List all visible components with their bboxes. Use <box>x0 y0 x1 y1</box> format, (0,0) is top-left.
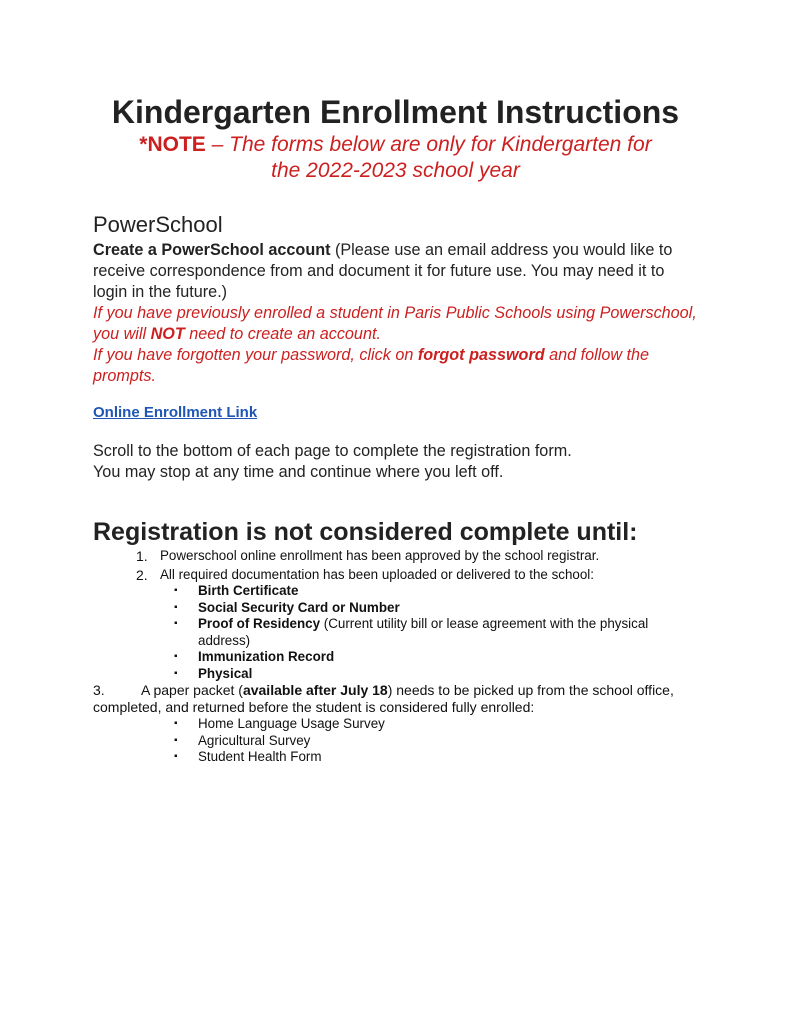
document-item <box>0 600 698 617</box>
requirement-item-3 <box>0 682 703 716</box>
document-label: Social Security Card or Number <box>198 599 400 615</box>
packet-text-part2: ) needs to be picked up from the school office, completed, and returned before the student is considered fully enrolled: <box>93 682 674 715</box>
requirement-number: 3. <box>93 682 105 698</box>
square-bullet-icon: ▪ <box>174 601 178 613</box>
square-bullet-icon: ▪ <box>174 651 178 662</box>
forgot-note-part2: and follow the prompts. <box>93 346 650 385</box>
packet-text-part1: A paper packet ( <box>141 682 243 698</box>
document-note: (Current utility bill or lease agreement with the physical address) <box>198 616 649 648</box>
requirement-text: All required documentation has been uploaded or delivered to the school: <box>160 566 594 582</box>
requirement-item-1 <box>0 548 791 565</box>
forgot-note-part1: If you have forgotten your password, click on <box>93 346 418 364</box>
document-label: Birth Certificate <box>198 583 299 598</box>
required-documents-list <box>0 583 791 682</box>
square-bullet-icon: ▪ <box>174 718 178 729</box>
powerschool-instructions <box>93 240 703 387</box>
scroll-line2: You may stop at any time and continue where you left off. <box>93 463 504 481</box>
requirement-item-2 <box>0 567 791 584</box>
square-bullet-icon: ▪ <box>174 751 178 762</box>
previous-enrollment-note <box>93 304 697 343</box>
packet-item <box>0 749 698 766</box>
document-label: Physical <box>198 665 253 681</box>
packet-item-label: Home Language Usage Survey <box>198 716 385 731</box>
square-bullet-icon: ▪ <box>174 585 178 596</box>
paper-packet-list <box>0 716 791 766</box>
note-label: *NOTE <box>139 133 206 156</box>
document-label: Immunization Record <box>198 649 335 664</box>
registration-heading: Registration is not considered complete until: <box>93 518 638 546</box>
document-item <box>0 666 698 683</box>
forgot-password-phrase: forgot password <box>417 346 545 364</box>
create-account-label: Create a PowerSchool account <box>93 241 331 259</box>
registration-requirements <box>0 548 791 766</box>
scroll-line1: Scroll to the bottom of each page to complete the registration form. <box>93 442 572 460</box>
packet-item-label: Agricultural Survey <box>198 732 311 748</box>
previous-note-part1: If you have previously enrolled a student in Paris Public Schools using Powerschool, you will <box>93 304 697 343</box>
packet-item <box>0 733 698 750</box>
scroll-instructions <box>93 441 713 483</box>
square-bullet-icon: ▪ <box>174 618 178 629</box>
document-item <box>0 616 698 649</box>
requirement-number: 2. <box>136 566 148 583</box>
document-item <box>0 583 698 600</box>
packet-item <box>0 716 698 733</box>
previous-note-part2: need to create an account. <box>184 325 381 343</box>
note-block <box>0 132 791 184</box>
forgot-password-note <box>93 346 649 385</box>
packet-item-label: Student Health Form <box>198 749 322 764</box>
requirement-number: 1. <box>136 548 148 564</box>
document-label: Proof of Residency <box>198 616 321 631</box>
page-title: Kindergarten Enrollment Instructions <box>111 94 680 130</box>
requirement-text: Powerschool online enrollment has been approved by the school registrar. <box>160 548 600 563</box>
note-text-line1: – The forms below are only for Kindergarten for <box>205 133 652 156</box>
previous-note-not: NOT <box>150 325 185 343</box>
square-bullet-icon: ▪ <box>174 734 178 746</box>
create-account-details: (Please use an email address you would like to receive correspondence from and document it for future use. You may need it to login in the future.) <box>93 241 673 301</box>
document-item <box>0 649 698 666</box>
note-text-line2: the 2022-2023 school year <box>271 159 520 182</box>
packet-availability: available after July 18 <box>242 682 388 698</box>
powerschool-heading: PowerSchool <box>93 212 223 237</box>
square-bullet-icon: ▪ <box>174 667 178 679</box>
online-enrollment-link[interactable]: Online Enrollment Link <box>93 404 258 421</box>
